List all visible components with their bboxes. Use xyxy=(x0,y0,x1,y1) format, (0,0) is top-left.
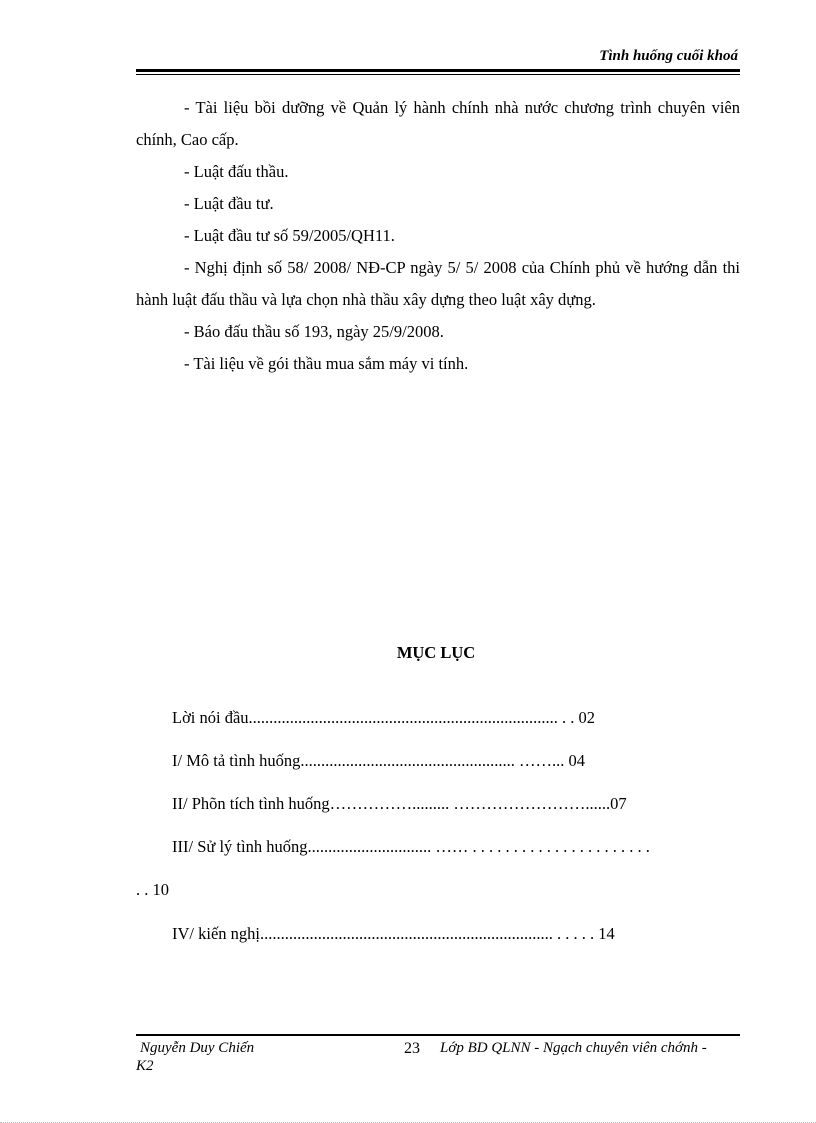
toc-entry-continuation: . . 10 xyxy=(136,880,169,899)
toc-entry: I/ Mô tả tình huống.................................................... ……... 04 xyxy=(172,751,585,770)
reference-item: - Luật đầu tư số 59/2005/QH11. xyxy=(184,226,395,245)
reference-item: - Báo đấu thầu số 193, ngày 25/9/2008. xyxy=(184,322,444,341)
header-title: Tình huống cuối khoá xyxy=(599,48,738,64)
toc-entry: IV/ kiến nghị....................................................................... . . . . . 14 xyxy=(172,924,615,943)
footer-author: Nguyễn Duy Chiến xyxy=(140,1040,255,1056)
header-rule-thick xyxy=(136,69,740,72)
header-rule-thin xyxy=(136,74,740,75)
reference-item: - Nghị định số 58/ 2008/ NĐ-CP ngày 5/ 5/ 2008 của Chính phủ về hướng dẫn thi hành luật đấu thầu và lựa chọn nhà thầu xây dựng theo luật xây dựng. xyxy=(136,258,740,309)
reference-item: - Tài liệu bồi dưỡng về Quản lý hành chính nhà nước chương trình chuyên viên chính, Cao cấp. xyxy=(136,98,740,149)
reference-item: - Luật đầu tư. xyxy=(184,194,274,213)
toc-entry: II/ Phõn tích tình huống……………......... ……………………......07 xyxy=(172,794,627,813)
toc-entry: Lời nói đầu........................................................................... . . 02 xyxy=(172,708,596,727)
reference-list xyxy=(136,92,740,380)
toc-entry: III/ Sử lý tình huống.............................. …… . . . . . . . . . . . . . . . . . . . . . . xyxy=(172,837,650,856)
toc-title: MỤC LỤC xyxy=(396,643,476,662)
footer-author-cont: K2 xyxy=(136,1058,154,1074)
footer-rule xyxy=(136,1034,740,1036)
reference-item: - Tài liệu về gói thầu mua sắm máy vi tính. xyxy=(184,354,469,373)
reference-item: - Luật đấu thầu. xyxy=(184,162,289,181)
page-number: 23 xyxy=(404,1040,420,1057)
footer-class-label: Lớp BD QLNN - Ngạch chuyên viên chớnh - xyxy=(440,1040,707,1056)
